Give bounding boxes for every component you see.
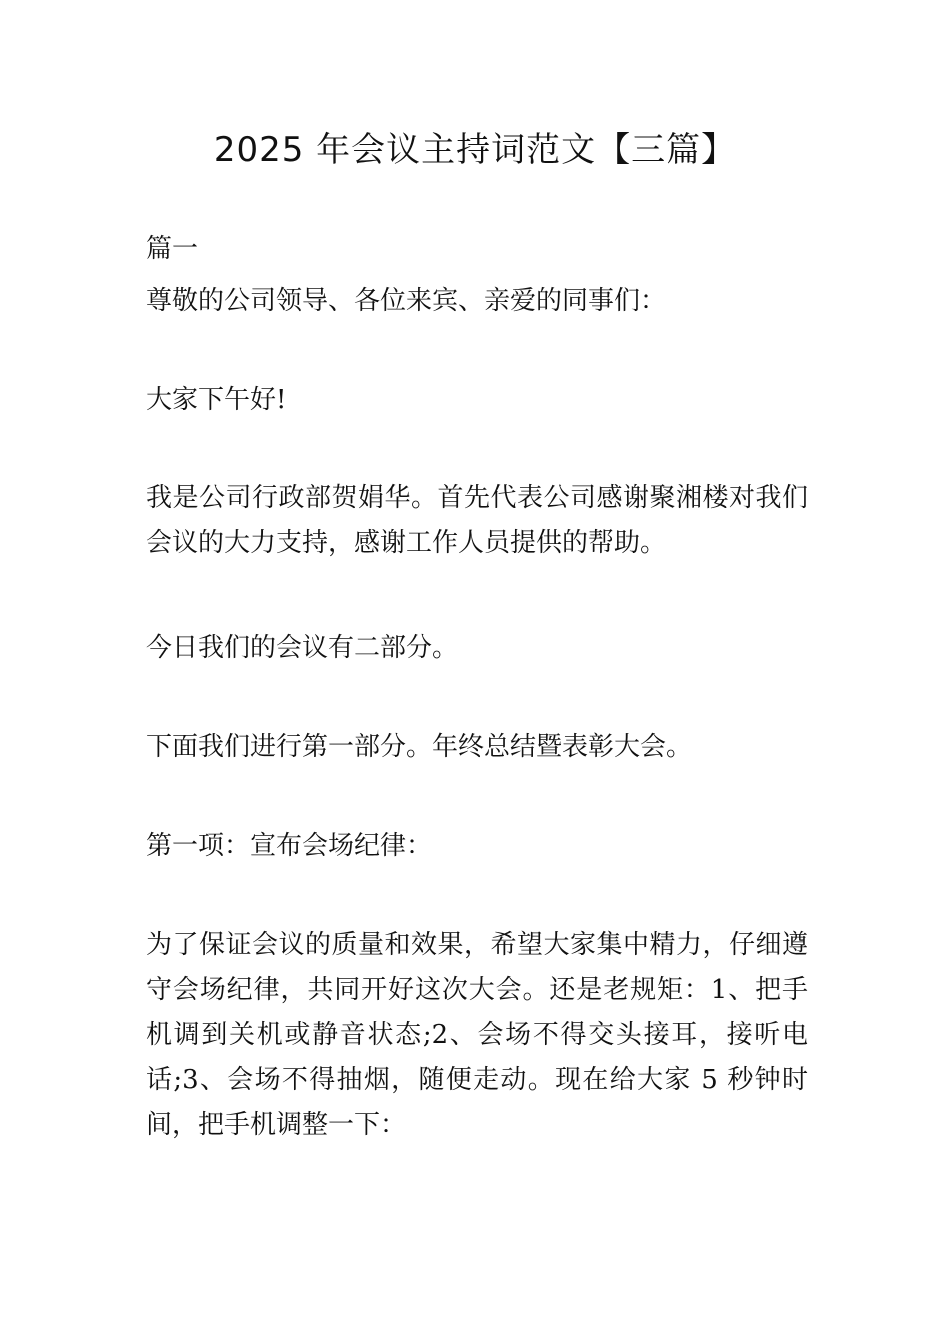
- document-title: 2025 年会议主持词范文【三篇】: [213, 130, 737, 170]
- paragraph-meeting-parts: 今日我们的会议有二部分。: [146, 633, 459, 663]
- paragraph-meeting-rules: 为了保证会议的质量和效果，希望大家集中精力，仔细遵守会场纪律，共同开好这次大会。还是老规矩：1、把手机调到关机或静音状态;2、会场不得交头接耳，接听电话;3、会场不得抽烟，随便走动。现在给大家 5 秒钟时间，把手机调整一下：: [146, 930, 808, 1140]
- paragraph-good-afternoon: 大家下午好!: [146, 385, 287, 415]
- paragraph-greeting: 尊敬的公司领导、各位来宾、亲爱的同事们：: [146, 286, 667, 316]
- paragraph-item-one: 第一项：宣布会场纪律：: [146, 831, 433, 861]
- paragraph-introduction: 我是公司行政部贺娟华。首先代表公司感谢聚湘楼对我们会议的大力支持，感谢工作人员提供的帮助。: [146, 483, 808, 558]
- paragraph-part-one: 下面我们进行第一部分。年终总结暨表彰大会。: [146, 732, 693, 762]
- section-label: 篇一: [146, 234, 199, 264]
